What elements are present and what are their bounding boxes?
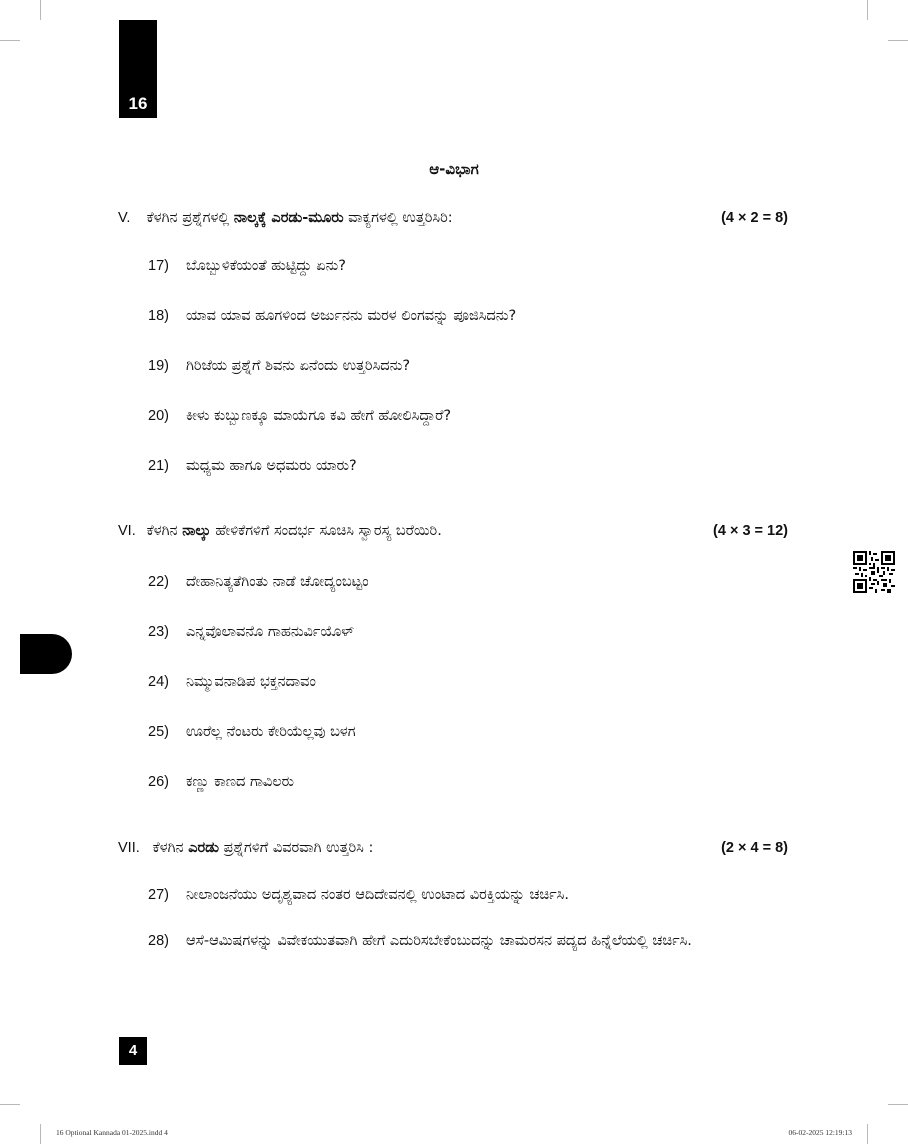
question-text: ಬೊಬ್ಬುಳಿಕೆಯಂತೆ ಹುಟ್ಟಿದ್ದು ಏನು? bbox=[186, 258, 346, 274]
question-number: 21) bbox=[148, 458, 169, 474]
question-item bbox=[148, 774, 788, 790]
question-item bbox=[148, 624, 788, 640]
instruction-tail: ಹೇಳಿಕೆಗಳಿಗೆ ಸಂದರ್ಭ ಸೂಚಿಸಿ ಸ್ವಾರಸ್ಯ ಬರೆಯಿರಿ. bbox=[210, 523, 442, 539]
crop-mark bbox=[40, 0, 41, 20]
question-number: 23) bbox=[148, 624, 169, 640]
question-item bbox=[148, 458, 788, 474]
question-item bbox=[148, 921, 788, 961]
crop-mark bbox=[867, 1124, 868, 1144]
section-numeral: VI. bbox=[118, 523, 136, 539]
question-text: ಊರೆಲ್ಲ ನೆಂಟರು ಕೇರಿಯೆಲ್ಲವು ಬಳಗ bbox=[186, 724, 356, 740]
marks-label: (4 × 3 = 12) bbox=[713, 523, 788, 539]
section-numeral: V. bbox=[118, 210, 131, 226]
question-number: 25) bbox=[148, 724, 169, 740]
instruction-tail: ವಾಕ್ಯಗಳಲ್ಲಿ ಉತ್ತರಿಸಿರಿ: bbox=[343, 210, 453, 226]
marks-label: (4 × 2 = 8) bbox=[721, 210, 788, 226]
side-thumb-tab bbox=[20, 634, 72, 674]
question-heading-v bbox=[118, 210, 788, 226]
instruction-lead: ಕೆಳಗಿನ bbox=[146, 523, 183, 539]
question-number: 28) bbox=[148, 933, 169, 949]
crop-mark bbox=[888, 40, 908, 41]
question-text: ದೇಹಾನಿತ್ಯತೆಗಿಂತು ನಾಡೆ ಚೋದ್ಯಂಬಟ್ಟಂ bbox=[186, 574, 369, 590]
instruction-bold: ಎರಡು bbox=[188, 840, 220, 856]
question-heading-vi bbox=[118, 523, 788, 539]
question-number: 26) bbox=[148, 774, 169, 790]
question-text: ಮಧ್ಯಮ ಹಾಗೂ ಅಧಮರು ಯಾರು? bbox=[186, 458, 357, 474]
question-item bbox=[148, 258, 788, 274]
question-text: ಎನ್ನವೊಲಾವನೊ ಗಾಹನುರ್ವಿಯೊಳ್ bbox=[186, 624, 354, 640]
question-number: 20) bbox=[148, 408, 169, 424]
question-number: 17) bbox=[148, 258, 169, 274]
question-text: ಗಿರಿಜೆಯ ಪ್ರಶ್ನೆಗೆ ಶಿವನು ಏನೆಂದು ಉತ್ತರಿಸಿದನು? bbox=[186, 358, 411, 374]
instruction-bold: ನಾಲ್ಕಕ್ಕೆ ಎರಡು-ಮೂರು bbox=[233, 210, 344, 226]
question-number: 24) bbox=[148, 674, 169, 690]
crop-mark bbox=[867, 0, 868, 20]
print-slug-date: 06-02-2025 12:19:13 bbox=[788, 1128, 852, 1137]
question-text: ನಿಮ್ಮುವನಾಡಿಪ ಭಕ್ತನದಾವಂ bbox=[186, 674, 316, 690]
question-number: 22) bbox=[148, 574, 169, 590]
question-item bbox=[148, 674, 788, 690]
question-number: 27) bbox=[148, 887, 169, 903]
crop-mark bbox=[888, 1104, 908, 1105]
question-heading-vii bbox=[118, 840, 788, 856]
instruction-bold: ನಾಲ್ಕು bbox=[182, 523, 211, 539]
question-text: ನೀಲಾಂಜನೆಯು ಅದೃಶ್ಯವಾದ ನಂತರ ಆದಿದೇವನಲ್ಲಿ ಉಂಟಾದ ವಿರಕ್ತಿಯನ್ನು ಚರ್ಚಿಸಿ. bbox=[186, 887, 569, 903]
question-text: ಕೀಳು ಕುಬ್ಬುಣಕ್ಕೂ ಮಾಯೆಗೂ ಕವಿ ಹೇಗೆ ಹೋಲಿಸಿದ್ದಾರೆ? bbox=[186, 408, 452, 424]
page-tab-number: 16 bbox=[128, 94, 148, 113]
question-item bbox=[148, 408, 788, 424]
section-numeral: VII. bbox=[118, 840, 140, 856]
print-slug-file: 16 Optional Kannada 01-2025.indd 4 bbox=[56, 1128, 168, 1137]
question-text: ಕಣ್ಣು ಕಾಣದ ಗಾವಿಲರು bbox=[186, 774, 294, 790]
page-tab bbox=[119, 20, 157, 118]
instruction-lead: ಕೆಳಗಿನ ಪ್ರಶ್ನೆಗಳಲ್ಲಿ bbox=[146, 210, 234, 226]
instruction-tail: ಪ್ರಶ್ನೆಗಳಿಗೆ ವಿವರವಾಗಿ ಉತ್ತರಿಸಿ : bbox=[219, 840, 374, 856]
question-text: ಆಸೆ-ಆಮಿಷಗಳನ್ನು ವಿವೇಕಯುತವಾಗಿ ಹೇಗೆ ಎದುರಿಸಬೇಕೆಂಬುದನ್ನು ಚಾಮರಸನ ಪದ್ಯದ ಹಿನ್ನೆಲೆಯಲ್ಲಿ ಚರ್ಚಿಸಿ. bbox=[186, 933, 692, 949]
crop-mark bbox=[0, 1104, 20, 1105]
question-item bbox=[148, 574, 788, 590]
question-item bbox=[148, 308, 788, 324]
crop-mark bbox=[40, 1124, 41, 1144]
crop-mark bbox=[0, 40, 20, 41]
question-number: 19) bbox=[148, 358, 169, 374]
page-folio: 4 bbox=[119, 1037, 147, 1065]
question-item bbox=[148, 724, 788, 740]
section-title: ಆ-ವಿಭಾಗ bbox=[429, 160, 479, 178]
question-text: ಯಾವ ಯಾವ ಹೂಗಳಿಂದ ಅರ್ಜುನನು ಮರಳ ಲಿಂಗವನ್ನು ಪೂಜಿಸಿದನು? bbox=[186, 308, 517, 324]
instruction-lead: ಕೆಳಗಿನ bbox=[152, 840, 189, 856]
question-item bbox=[148, 358, 788, 374]
question-item bbox=[148, 887, 788, 903]
qr-code-icon bbox=[853, 551, 895, 593]
question-number: 18) bbox=[148, 308, 169, 324]
marks-label: (2 × 4 = 8) bbox=[721, 840, 788, 856]
